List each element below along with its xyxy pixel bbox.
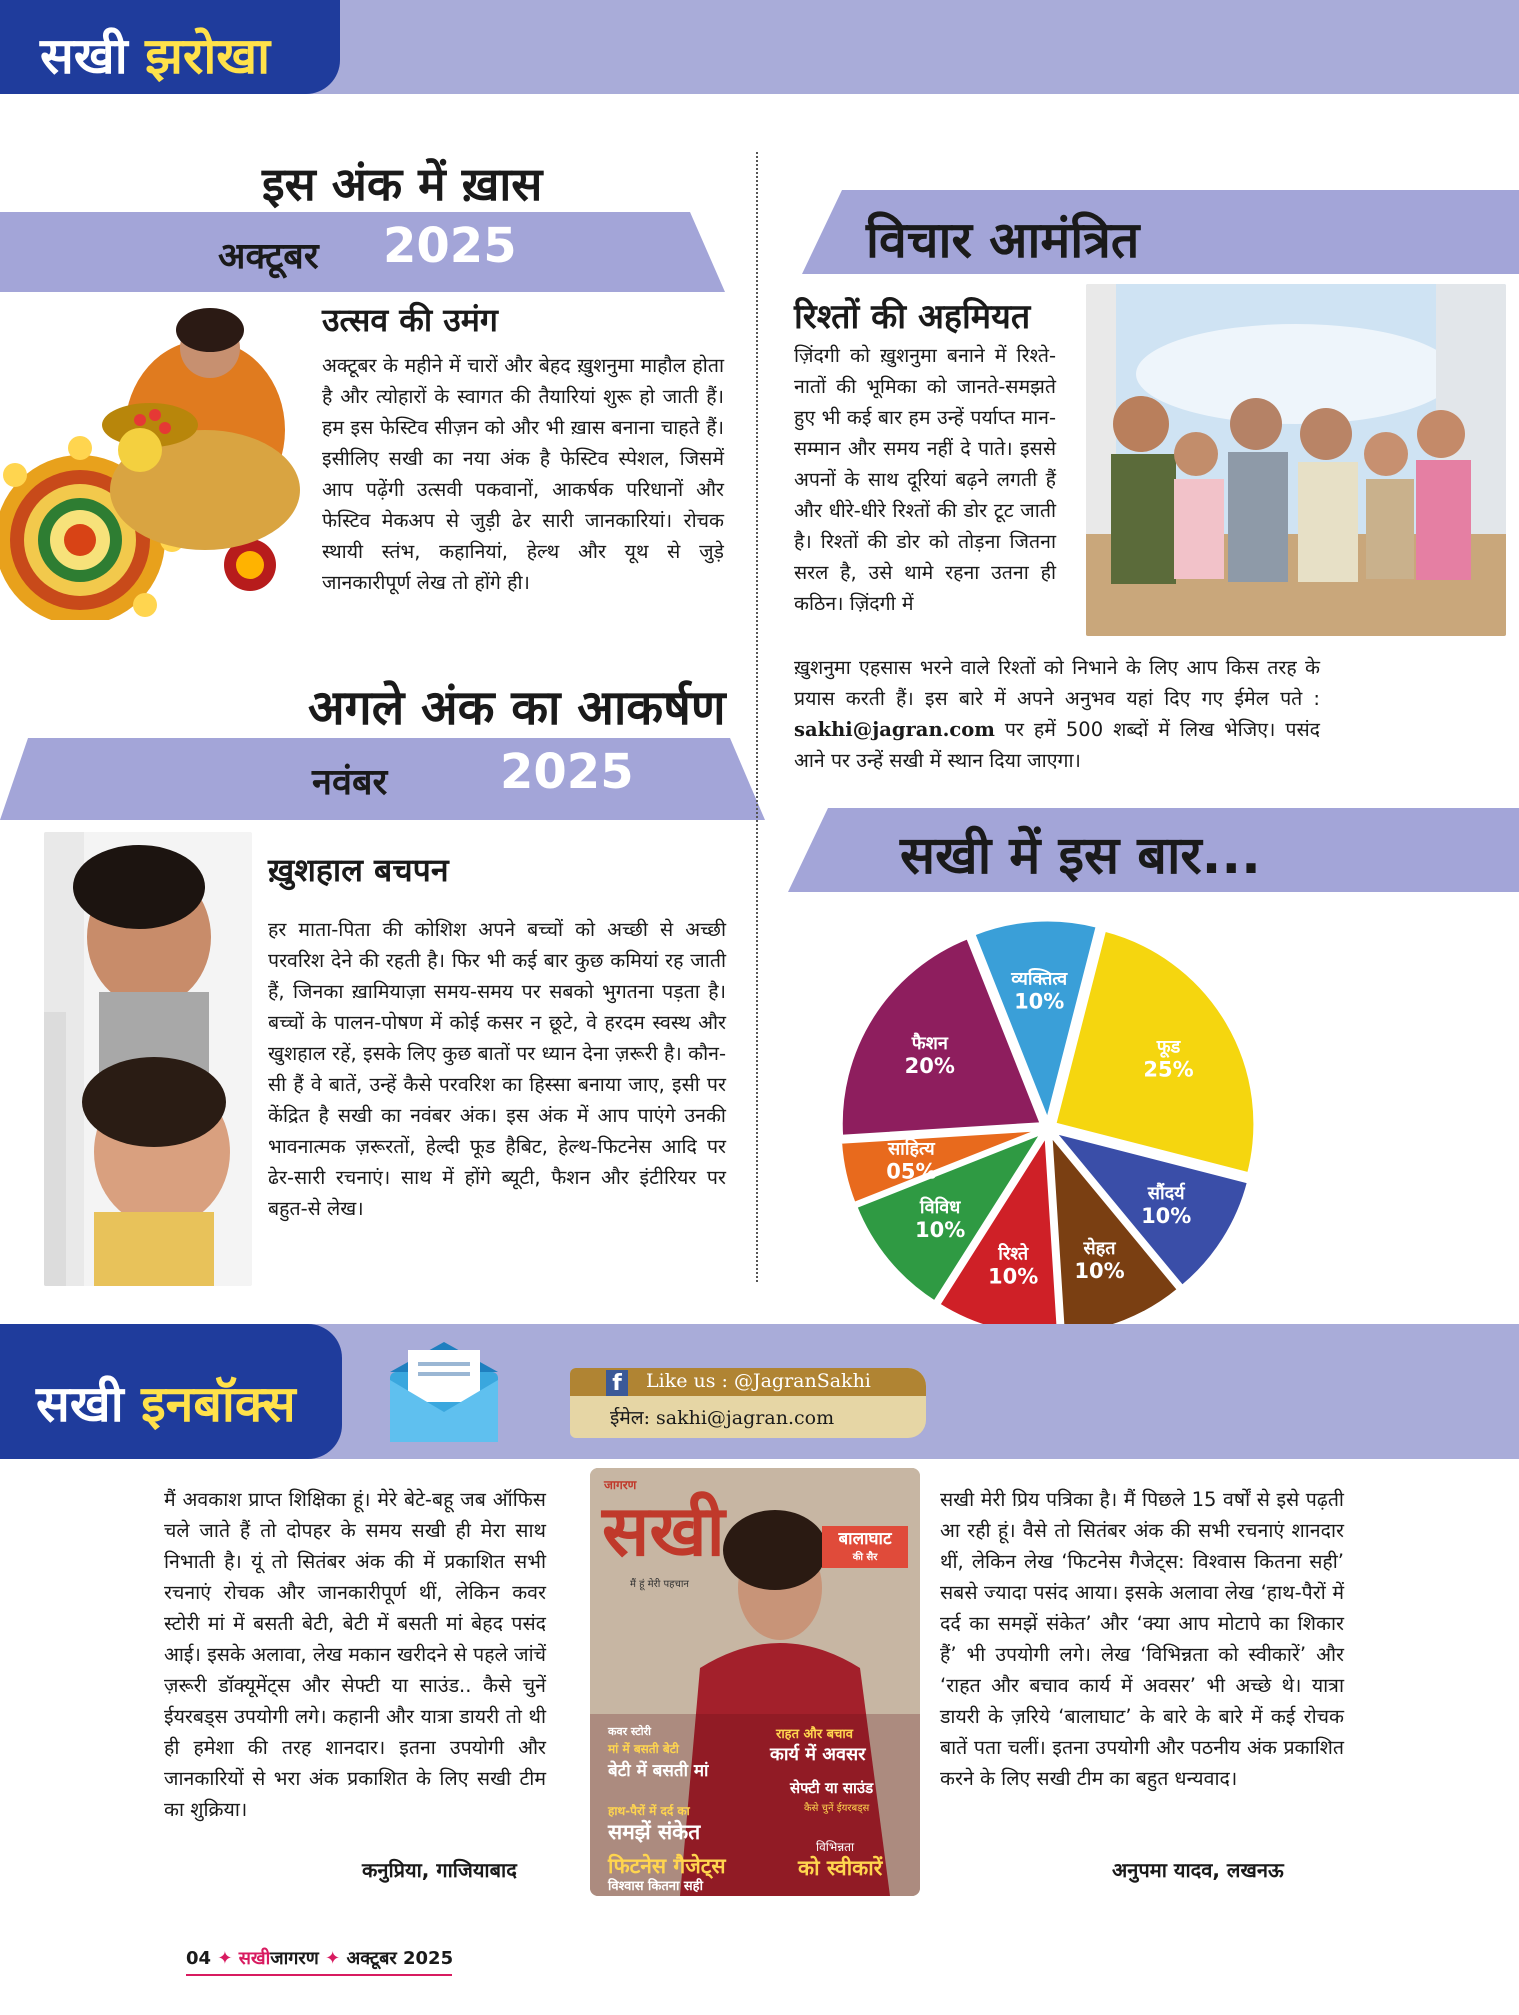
vichar-text-a: ज़िंदगी को ख़ुशनुमा बनाने में रिश्ते-नातों की भूमिका को जानते-समझते हुए भी कई बार हम उन्हें पर्याप्त मान-सम्मान और समय नहीं दे पाते। इससे अपनों के साथ दूरियां बढ़ने लगती हैं और धीरे-धीरे रिश्तों की डोर टूट जाती है। रिश्तों की डोर को तोड़ना जितना सरल है, उसे थामे रहना उतना ही कठिन। ज़िंदगी में xyxy=(794,344,1056,615)
cover-badge-sub: की सैर xyxy=(852,1552,878,1563)
next-year: 2025 xyxy=(500,744,634,800)
vichar-email-link[interactable]: sakhi@jagran.com xyxy=(794,718,995,741)
cover-line9: सेफ्टी या साउंड xyxy=(790,1779,874,1797)
pie-slice-value-7: 20% xyxy=(904,1053,955,1078)
next-month: नवंबर xyxy=(312,762,388,803)
section-title-part2: झरोखा xyxy=(145,27,271,85)
vichar-text-b-block xyxy=(794,652,1320,776)
issue-heading: इस अंक में ख़ास xyxy=(262,157,543,211)
article1-text: अक्टूबर के महीने में चारों और बेहद ख़ुशनुमा माहौल होता है और त्योहारों के स्वागत की तैयारियां शुरू हो जाती हैं। हम इस फेस्टिव सीज़न को और भी ख़ास बनाना चाहते हैं। इसीलिए सखी का नया अंक है फेस्टिव स्पेशल, जिसमें आप पढ़ेंगी उत्सवी पकवानों, आकर्षक परिधानों और फेस्टिव मेकअप से जुड़ी ढेर सारी जानकारियां। रोचक स्थायी स्तंभ, कहानियां, हेल्थ और यूथ से जुड़े जानकारीपूर्ण लेख तो होंगे ही। xyxy=(322,354,724,594)
article2-text: हर माता-पिता की कोशिश अपने बच्चों को अच्छी से अच्छी परवरिश देने की रहती है। फिर भी कई बार कुछ कमियां रह जाती हैं, जिनका ख़ामियाज़ा समय-समय पर सबको भुगतना पड़ता है। बच्चों के पालन-पोषण में कोई कसर न छूटे, वे हरदम स्वस्थ और खुशहाल रहें, इसके लिए कुछ बातों पर ध्यान देना ज़रूरी है। कौन-सी हैं वे बातें, उन्हें कैसे परवरिश का हिस्सा बनाया जाए, इसी पर केंद्रित है सखी का नवंबर अंक। इस अंक में आप पाएंगे उनकी भावनात्मक ज़रूरतों, हेल्दी फूड हैबिट, हेल्थ-फिटनेस आदि पर ढेर-सारी रचनाएं। साथ में होंगे ब्यूटी, फैशन और इंटीरियर पर बहुत-से लेख। xyxy=(268,918,726,1220)
inbox-title-part2: इनबॉक्स xyxy=(141,1375,296,1433)
pie-slice-label-6: साहित्य xyxy=(888,1138,935,1160)
pie-slice-label-1: फूड xyxy=(1156,1036,1181,1058)
footer-brand-a: सखी xyxy=(238,1948,271,1969)
footer-rule xyxy=(186,1974,452,1976)
inbox-title xyxy=(36,1368,296,1436)
footer-separator-icon-2: ✦ xyxy=(325,1948,341,1969)
cover-line7: राहत और बचाव xyxy=(776,1727,853,1742)
cover-title: सखी xyxy=(602,1490,725,1572)
letter2-author: अनुपमा यादव, लखनऊ xyxy=(1112,1858,1284,1882)
pie-slice-value-1: 25% xyxy=(1143,1057,1194,1082)
cover-line10: कैसे चुनें ईयरबड्स xyxy=(804,1803,870,1814)
column-divider xyxy=(756,152,758,1282)
next-issue-heading: अगले अंक का आकर्षण xyxy=(308,680,726,736)
vichar-title: रिश्तों की अहमियत xyxy=(794,297,1031,337)
pie-slice-value-5: 10% xyxy=(914,1218,966,1243)
inbox-title-part1: सखी xyxy=(36,1375,124,1433)
cover-line6: विश्वास कितना सही xyxy=(608,1879,703,1894)
cover-line5: फिटनेस गैजेट्स xyxy=(608,1854,726,1878)
pie-slice-label-5: विविध xyxy=(919,1197,961,1219)
pie-slice-value-3: 10% xyxy=(1074,1259,1125,1284)
vichar-heading: विचार आमंत्रित xyxy=(866,211,1140,269)
pie-slice-label-2: सौंदर्य xyxy=(1147,1183,1185,1205)
cover-badge-title: बालाघाट xyxy=(838,1529,892,1549)
facebook-like-link[interactable]: Like us : @JagranSakhi xyxy=(646,1370,871,1392)
pie-chart xyxy=(828,908,1268,1348)
envelope-icon xyxy=(386,1336,502,1446)
section-tab-jharokha xyxy=(0,0,340,94)
vichar-text-b: ख़ुशनुमा एहसास भरने वाले रिश्तों को निभाने के लिए आप किस तरह के प्रयास करती हैं। इस बारे में अपने अनुभव यहां दिए गए ईमेल पते : xyxy=(794,656,1320,710)
facebook-icon[interactable]: f xyxy=(606,1370,628,1396)
cover-brand: जागरण xyxy=(604,1478,637,1492)
cover-badge xyxy=(822,1526,908,1568)
pie-slice-label-7: फैशन xyxy=(911,1032,948,1054)
current-month-ribbon xyxy=(0,212,730,292)
rangoli-photo xyxy=(0,300,318,620)
pie-slice-value-2: 10% xyxy=(1141,1204,1192,1229)
family-photo xyxy=(1086,284,1506,636)
section-tab-inbox xyxy=(0,1324,342,1459)
article1-title: उत्सव की उमंग xyxy=(322,301,498,339)
footer-page-number: 04 xyxy=(186,1948,212,1969)
pie-heading: सखी में इस बार... xyxy=(900,826,1261,886)
letter2-text: सखी मेरी प्रिय पत्रिका है। मैं पिछले 15 वर्षों से इसे पढ़ती आ रही हूं। वैसे तो सितंबर अंक की सभी रचनाएं शानदार थीं, लेकिन लेख ‘फिटनेस गैजेट्स: विश्वास कितना सही’ सबसे ज्यादा पसंद आया। इसके अलावा लेख ‘हाथ-पैरों में दर्द का समझें संकेत’ और ‘क्या आप मोटापे का शिकार हैं’ भी उपयोगी लगे। लेख ‘विभिन्नता को स्वीकारें’ और ‘राहत और बचाव कार्य में अवसर’ भी अच्छे थे। यात्रा डायरी के ज़रिये ‘बालाघाट’ के बारे के बारे में कई रोचक बातें पता चलीं। इतना उपयोगी और पठनीय अंक प्रकाशित करने के लिए सखी टीम का बहुत धन्यवाद। xyxy=(940,1488,1344,1790)
cover-line8: कार्य में अवसर xyxy=(770,1744,866,1765)
cover-line12: को स्वीकारें xyxy=(798,1856,883,1880)
letter1-author: कनुप्रिया, गाजियाबाद xyxy=(362,1858,517,1882)
vichar-text-c: पर हमें 500 शब्दों में लिख भेजिए। पसंद आने पर उन्हें सखी में स्थान दिया जाएगा। xyxy=(794,718,1320,772)
cover-story-label: कवर स्टोरी xyxy=(608,1725,651,1738)
pie-slice-label-4: रिश्ते xyxy=(998,1243,1029,1265)
current-year: 2025 xyxy=(383,218,517,274)
cover-line4: समझें संकेत xyxy=(608,1820,701,1844)
pie-slice-value-6: 05% xyxy=(886,1159,937,1184)
social-strip xyxy=(570,1368,926,1438)
footer-separator-icon: ✦ xyxy=(217,1948,233,1969)
cover-line11: विभिन्नता xyxy=(816,1840,855,1854)
letter1-text: मैं अवकाश प्राप्त शिक्षिका हूं। मेरे बेटे-बहू जब ऑफिस चले जाते हैं तो दोपहर के समय सखी ही मेरा साथ निभाती है। यूं तो सितंबर अंक की में प्रकाशित सभी रचनाएं रोचक और जानकारीपूर्ण थीं, लेकिन कवर स्टोरी मां में बसती बेटी, बेटी में बसती मां बेहद पसंद आई। इसके अलावा, लेख मकान खरीदने से पहले जांचें ज़रूरी डॉक्यूमेंट्स और सेफ्टी या साउंड.. कैसे चुनें ईयरबड्स उपयोगी लगे। कहानी और यात्रा डायरी तो थी ही हमेशा की तरह शानदार। इतना उपयोगी और जानकारियों से भरा अंक प्रकाशित के लिए सखी टीम का शुक्रिया। xyxy=(164,1488,546,1821)
footer-month: अक्टूबर 2025 xyxy=(346,1948,454,1969)
cover-line2: बेटी में बसती मां xyxy=(608,1761,709,1781)
section-title xyxy=(40,20,270,88)
cover-tagline: मैं हूं मेरी पहचान xyxy=(630,1579,689,1590)
section-title-part1: सखी xyxy=(40,27,128,85)
children-photo xyxy=(44,832,252,1286)
footer-brand-b: जागरण xyxy=(270,1948,319,1969)
pie-slice-label-0: व्यक्तित्व xyxy=(1011,968,1068,990)
footer xyxy=(186,1946,453,1970)
pie-slice-value-0: 10% xyxy=(1014,989,1065,1014)
pie-slice-value-4: 10% xyxy=(988,1264,1039,1289)
pie-slice-label-3: सेहत xyxy=(1083,1238,1116,1260)
magazine-cover xyxy=(590,1468,920,1896)
inbox-email[interactable]: ईमेल: sakhi@jagran.com xyxy=(610,1407,835,1429)
article2-title: ख़ुशहाल बचपन xyxy=(268,851,449,889)
cover-line3: हाथ-पैरों में दर्द का xyxy=(608,1804,690,1818)
current-month: अक्टूबर xyxy=(218,236,319,277)
cover-line1: मां में बसती बेटी xyxy=(608,1742,679,1756)
